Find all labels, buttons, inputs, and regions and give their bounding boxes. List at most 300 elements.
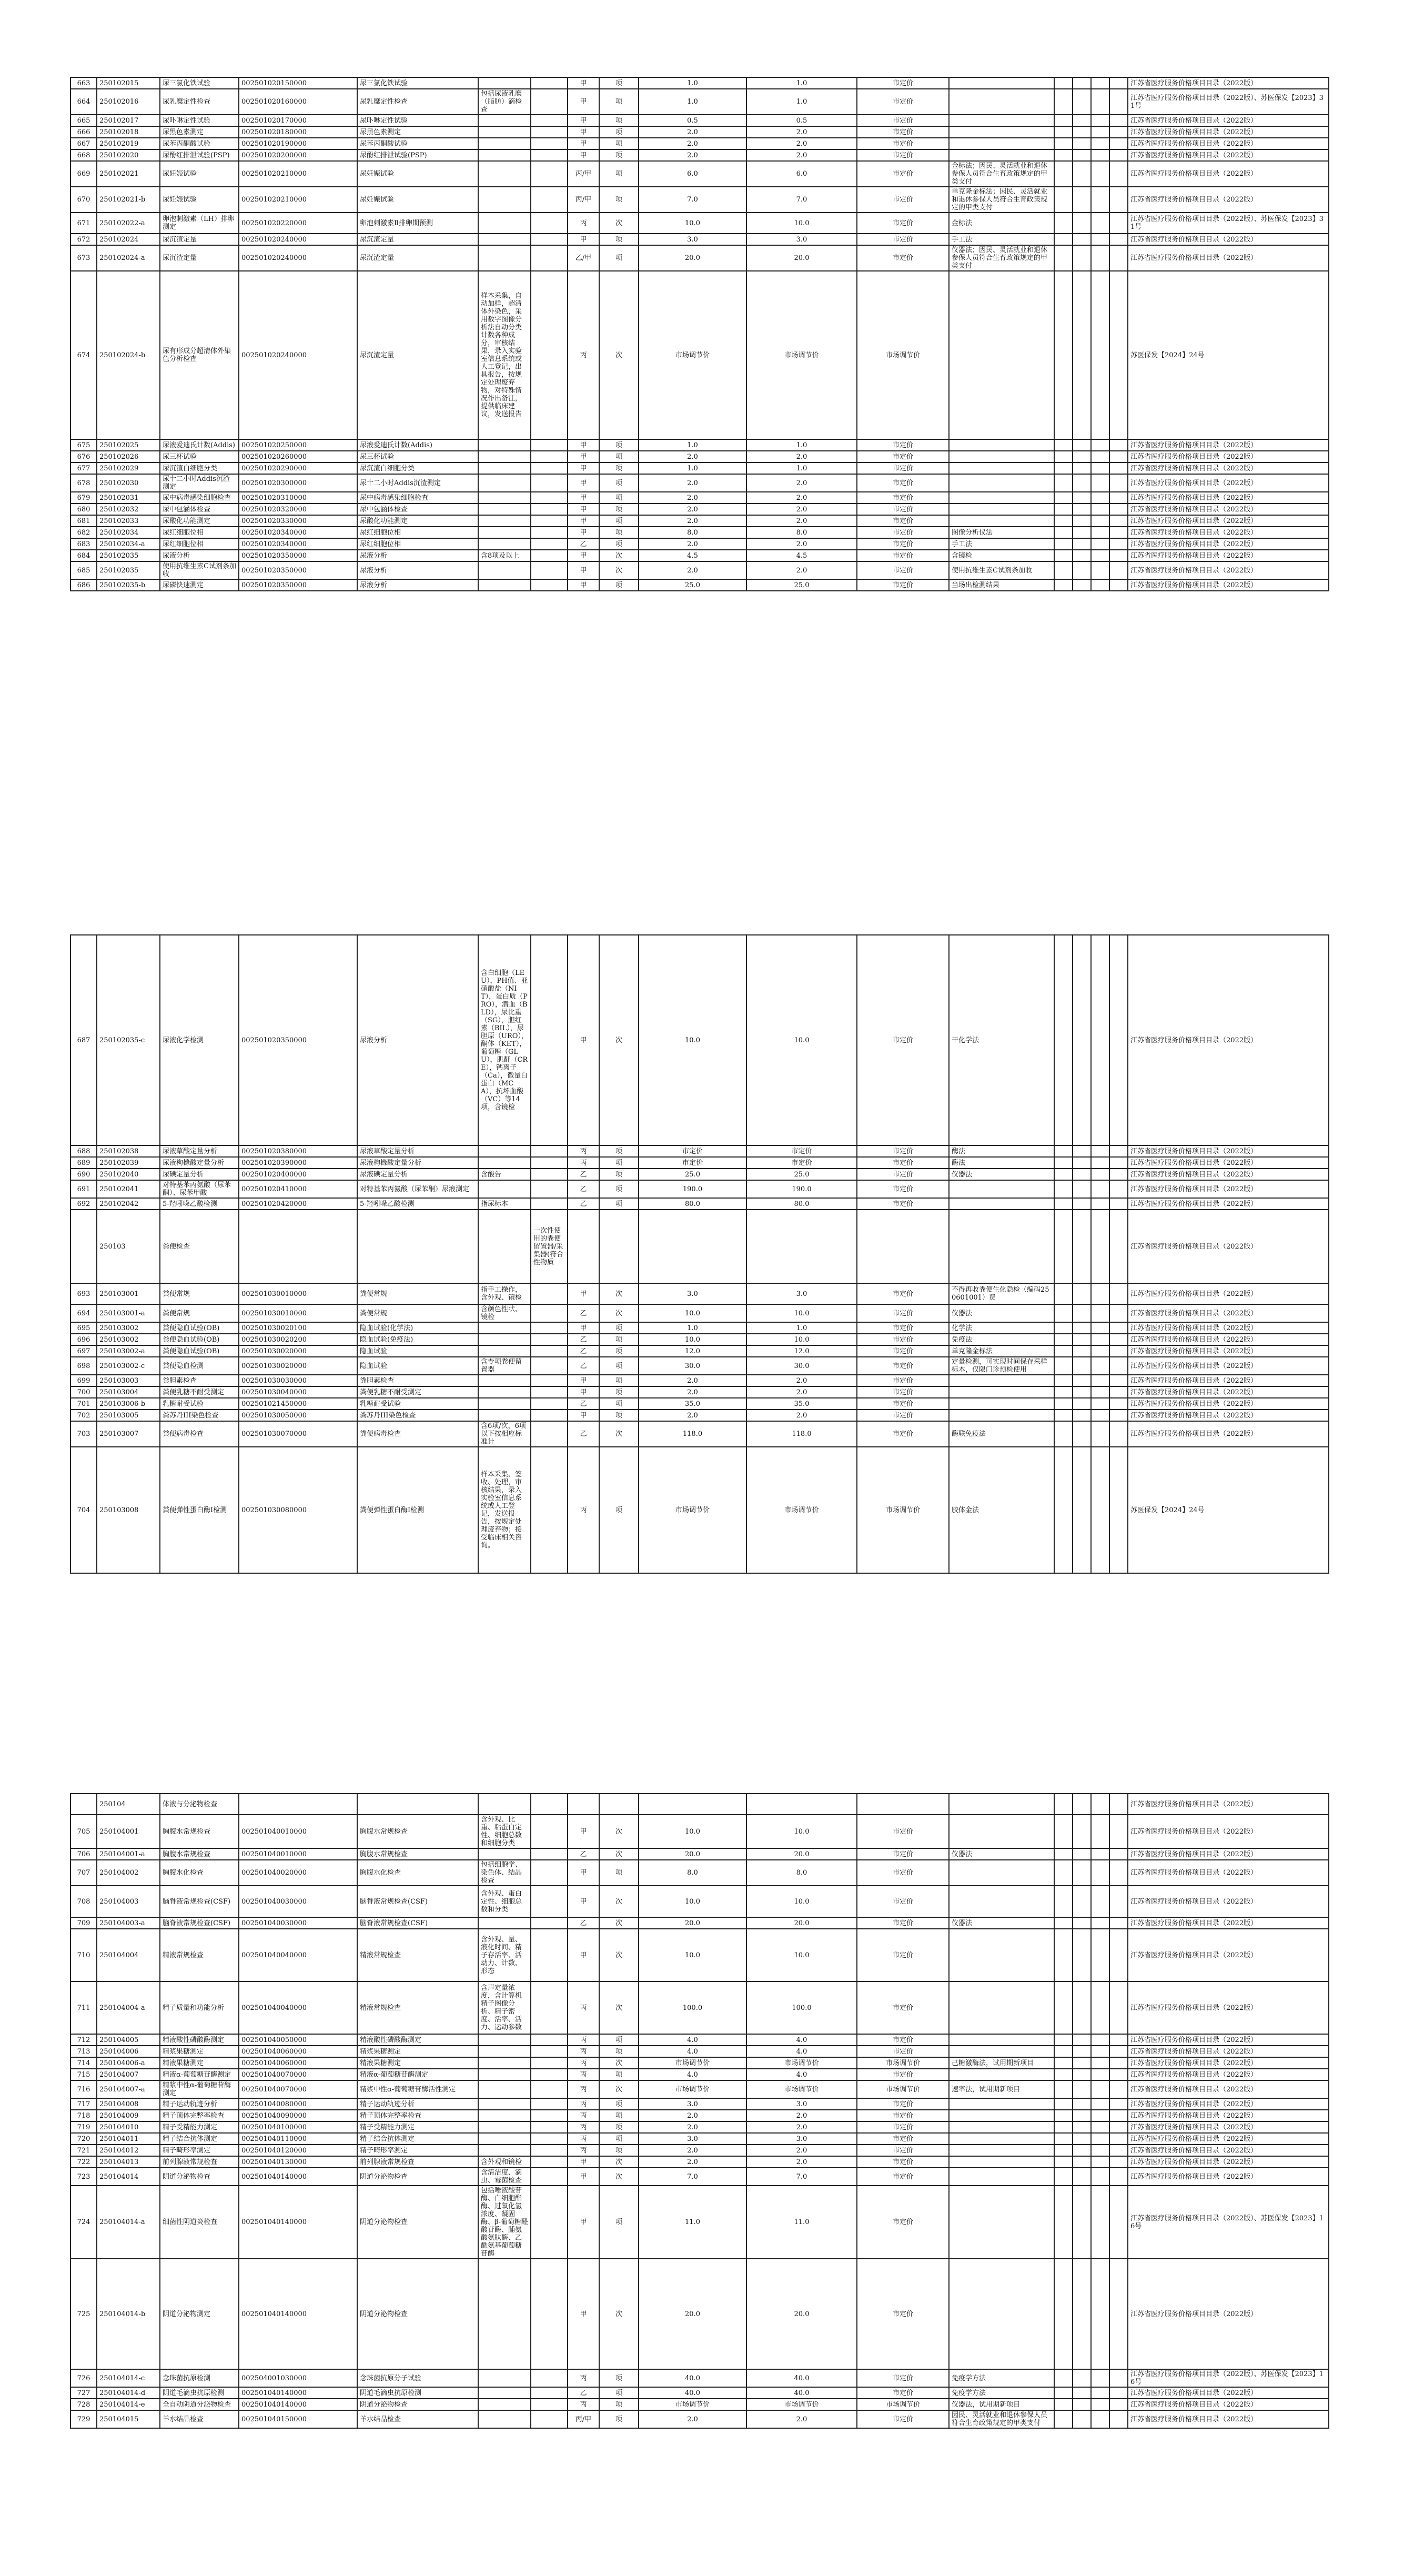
cell-empty	[1091, 474, 1109, 492]
cell-empty	[531, 1180, 568, 1198]
cell-g: 甲	[568, 149, 599, 161]
cell-g: 甲	[568, 1815, 599, 1848]
cell-empty	[1054, 462, 1073, 474]
cell-item: 尿液爱迪氏计数(Addis)	[357, 439, 478, 451]
cell-name: 精浆中性α-葡萄糖苷酶测定	[160, 2080, 239, 2098]
cell-basis: 江苏省医疗服务价格项目目录（2022版）	[1128, 77, 1329, 89]
cell-unit: 项	[599, 1860, 639, 1886]
cell-cfg: 002501020420000	[239, 1198, 357, 1210]
cell-name: 尿红细胞位相	[160, 538, 239, 550]
cell-unit: 次	[599, 2080, 639, 2098]
cell-g: 甲	[568, 89, 599, 115]
cell-no: 674	[70, 271, 97, 439]
cell-mode: 市定价	[857, 1169, 949, 1180]
cell-unit: 次	[599, 550, 639, 561]
cell-empty	[1109, 1198, 1128, 1210]
cell-item: 精子运动轨迹分析	[357, 2098, 478, 2110]
table-row	[70, 2186, 1329, 2259]
cell-code: 250103	[97, 1210, 160, 1283]
table-block-1	[70, 77, 1328, 591]
cell-name: 尿妊娠试验	[160, 187, 239, 213]
table-row	[70, 1447, 1329, 1573]
cell-p1: 30.0	[639, 1357, 746, 1375]
cell-basis: 江苏省医疗服务价格项目目录（2022版）	[1128, 1375, 1329, 1386]
cell-g: 甲	[568, 474, 599, 492]
cell-no: 706	[70, 1848, 97, 1860]
cell-name: 精子受精能力测定	[160, 2121, 239, 2133]
cell-code: 250102033	[97, 515, 160, 527]
cell-p1: 2.0	[639, 474, 746, 492]
cell-basis: 江苏省医疗服务价格项目目录（2022版）	[1128, 538, 1329, 550]
cell-name: 粪便常规	[160, 1304, 239, 1322]
cell-empty	[1109, 561, 1128, 579]
cell-p2: 12.0	[746, 1345, 857, 1357]
cell-empty	[531, 2369, 568, 2387]
cell-basis: 江苏省医疗服务价格项目目录（2022版）	[1128, 126, 1329, 138]
cell-unit: 项	[599, 187, 639, 213]
cell-p2: 30.0	[746, 1357, 857, 1375]
cell-p2: 3.0	[746, 2098, 857, 2110]
cell-note: 仪器法	[949, 1169, 1054, 1180]
cell-empty	[1073, 1157, 1091, 1169]
cell-empty	[1091, 234, 1109, 245]
cell-unit: 次	[599, 2156, 639, 2168]
cell-code: 250104015	[97, 2410, 160, 2428]
cell-unit: 项	[599, 1447, 639, 1573]
cell-unit: 项	[599, 2110, 639, 2121]
cell-cfg: 002501020390000	[239, 1157, 357, 1169]
cell-empty	[1073, 2080, 1091, 2098]
cell-empty	[1091, 451, 1109, 462]
cell-basis: 江苏省医疗服务价格项目目录（2022版）	[1128, 1410, 1329, 1421]
cell-note: 仪器法	[949, 1917, 1054, 1929]
cell-p2: 20.0	[746, 2259, 857, 2369]
cell-mode: 市定价	[857, 504, 949, 515]
cell-empty	[1054, 561, 1073, 579]
cell-no: 715	[70, 2069, 97, 2080]
cell-basis: 江苏省医疗服务价格项目目录（2022版）	[1128, 1283, 1329, 1304]
cell-empty	[1109, 550, 1128, 561]
cell-empty	[1109, 1145, 1128, 1157]
cell-empty	[1054, 77, 1073, 89]
cell-no: 668	[70, 149, 97, 161]
cell-empty	[531, 126, 568, 138]
cell-name: 使用抗维生素C试剂条加收	[160, 561, 239, 579]
cell-p2: 20.0	[746, 245, 857, 271]
cell-content	[478, 2046, 531, 2057]
cell-content	[478, 2034, 531, 2046]
cell-basis: 江苏省医疗服务价格项目目录（2022版）	[1128, 149, 1329, 161]
cell-empty	[1054, 2080, 1073, 2098]
cell-empty	[531, 2110, 568, 2121]
cell-basis: 江苏省医疗服务价格项目目录（2022版）	[1128, 2069, 1329, 2080]
cell-empty	[1109, 2145, 1128, 2156]
cell-name: 尿妊娠试验	[160, 161, 239, 187]
cell-basis: 江苏省医疗服务价格项目目录（2022版）、苏医保发【2023】16号	[1128, 2369, 1329, 2387]
cell-note	[949, 2110, 1054, 2121]
cell-empty	[531, 538, 568, 550]
cell-note	[949, 2145, 1054, 2156]
cell-empty	[1109, 1169, 1128, 1180]
cell-p2: 10.0	[746, 1815, 857, 1848]
cell-empty	[1091, 2168, 1109, 2186]
cell-g: 甲	[568, 462, 599, 474]
cell-basis: 江苏省医疗服务价格项目目录（2022版）	[1128, 1794, 1329, 1815]
cell-no: 665	[70, 115, 97, 126]
cell-p1: 1.0	[639, 462, 746, 474]
cell-name: 尿黑色素测定	[160, 126, 239, 138]
cell-name: 尿乳糜定性检查	[160, 89, 239, 115]
cell-g: 甲	[568, 2259, 599, 2369]
cell-empty	[1054, 1169, 1073, 1180]
cell-mode: 市定价	[857, 2110, 949, 2121]
cell-cfg: 002501020180000	[239, 126, 357, 138]
cell-unit: 项	[599, 1357, 639, 1375]
cell-name: 脑脊液常规检查(CSF)	[160, 1886, 239, 1917]
cell-unit: 项	[599, 579, 639, 591]
cell-code: 250104013	[97, 2156, 160, 2168]
cell-p2: 2.0	[746, 492, 857, 504]
cell-no: 697	[70, 1345, 97, 1357]
cell-name: 尿十二小时Addis沉渣测定	[160, 474, 239, 492]
cell-empty	[1054, 161, 1073, 187]
cell-basis: 江苏省医疗服务价格项目目录（2022版）	[1128, 1334, 1329, 1345]
cell-g: 甲	[568, 1860, 599, 1886]
cell-empty	[1109, 1304, 1128, 1322]
cell-basis: 江苏省医疗服务价格项目目录（2022版）	[1128, 2399, 1329, 2410]
cell-empty	[531, 451, 568, 462]
cell-empty	[1073, 1145, 1091, 1157]
cell-name: 阴道分泌物测定	[160, 2259, 239, 2369]
cell-empty	[1073, 2110, 1091, 2121]
cell-note: 图像分析仪法	[949, 527, 1054, 538]
cell-cfg: 002501020410000	[239, 1180, 357, 1198]
table-row	[70, 2387, 1329, 2399]
cell-unit: 项	[599, 439, 639, 451]
cell-content: 包括唾液酸苷酶、白细胞酯酶、过氧化氢浓度、凝固酶、β-葡萄糖醛酸苷酶、脯氨酸氨肽酶、乙酰氨基葡萄糖苷酶	[478, 2186, 531, 2259]
cell-empty	[1054, 1794, 1073, 1815]
cell-name: 5-羟吲哚乙酸检测	[160, 1198, 239, 1210]
cell-empty	[1091, 1210, 1109, 1283]
cell-p2: 25.0	[746, 1169, 857, 1180]
cell-extra: 一次性使用的粪便留置器/采集器(符合性物质	[531, 1210, 568, 1283]
cell-empty	[1073, 2259, 1091, 2369]
cell-g: 甲	[568, 451, 599, 462]
cell-p1: 10.0	[639, 1815, 746, 1848]
cell-item: 尿液草酸定量分析	[357, 1145, 478, 1157]
cell-empty	[1054, 2133, 1073, 2145]
cell-empty	[531, 77, 568, 89]
table-row	[70, 1283, 1329, 1304]
cell-unit: 次	[599, 1304, 639, 1322]
cell-basis: 江苏省医疗服务价格项目目录（2022版）	[1128, 492, 1329, 504]
cell-basis: 江苏省医疗服务价格项目目录（2022版）	[1128, 515, 1329, 527]
cell-content	[478, 2133, 531, 2145]
cell-p2: 2.0	[746, 2145, 857, 2156]
cell-unit: 项	[599, 234, 639, 245]
cell-g: 甲	[568, 579, 599, 591]
cell-empty	[1091, 187, 1109, 213]
cell-g: 甲	[568, 1322, 599, 1334]
cell-g: 乙	[568, 1917, 599, 1929]
cell-basis: 江苏省医疗服务价格项目目录（2022版）	[1128, 2057, 1329, 2069]
cell-item: 精子受精能力测定	[357, 2121, 478, 2133]
cell-basis: 江苏省医疗服务价格项目目录（2022版）	[1128, 1157, 1329, 1169]
cell-p1: 8.0	[639, 527, 746, 538]
cell-basis: 江苏省医疗服务价格项目目录（2022版）	[1128, 1929, 1329, 1981]
cell-no	[70, 1210, 97, 1283]
cell-g: 乙/甲	[568, 245, 599, 271]
cell-g: 乙	[568, 1334, 599, 1345]
cell-item: 精液常规检查	[357, 1929, 478, 1981]
cell-empty	[1054, 504, 1073, 515]
cell-basis: 江苏省医疗服务价格项目目录（2022版）	[1128, 187, 1329, 213]
cell-empty	[1109, 2168, 1128, 2186]
cell-cfg: 002501040100000	[239, 2121, 357, 2133]
cell-name: 尿苯丙酮酸试验	[160, 138, 239, 149]
cell-empty	[1054, 1198, 1073, 1210]
cell-p2: 2.0	[746, 538, 857, 550]
cell-name: 粪便病毒检查	[160, 1421, 239, 1447]
cell-unit: 次	[599, 1917, 639, 1929]
cell-p1: 1.0	[639, 89, 746, 115]
cell-p2: 25.0	[746, 579, 857, 591]
cell-mode: 市定价	[857, 1322, 949, 1334]
cell-cfg: 002501020240000	[239, 245, 357, 271]
cell-p2: 2.0	[746, 2410, 857, 2428]
cell-p2: 市场调节价	[746, 2399, 857, 2410]
price-table-2	[70, 934, 1329, 1574]
cell-empty	[1073, 1169, 1091, 1180]
cell-empty	[1073, 1886, 1091, 1917]
cell-note	[949, 1210, 1054, 1283]
cell-cfg: 002501040010000	[239, 1815, 357, 1848]
cell-content	[478, 115, 531, 126]
cell-code: 250102017	[97, 115, 160, 126]
cell-content	[478, 1386, 531, 1398]
cell-mode: 市定价	[857, 550, 949, 561]
cell-no: 725	[70, 2259, 97, 2369]
cell-empty	[531, 245, 568, 271]
cell-empty	[1073, 2369, 1091, 2387]
cell-item: 精浆中性α-葡萄糖苷酶活性测定	[357, 2080, 478, 2098]
cell-content	[478, 213, 531, 234]
cell-p2: 7.0	[746, 187, 857, 213]
table-row	[70, 2057, 1329, 2069]
cell-unit: 项	[599, 2098, 639, 2110]
cell-code: 250102038	[97, 1145, 160, 1157]
cell-code: 250102018	[97, 126, 160, 138]
cell-empty	[1054, 115, 1073, 126]
cell-empty	[1109, 1375, 1128, 1386]
cell-cfg: 002504001030000	[239, 2369, 357, 2387]
cell-content	[478, 462, 531, 474]
cell-basis: 江苏省医疗服务价格项目目录（2022版）、苏医保发【2023】31号	[1128, 89, 1329, 115]
cell-empty	[1091, 89, 1109, 115]
cell-empty	[1091, 1375, 1109, 1386]
cell-empty	[531, 492, 568, 504]
cell-cfg: 002501020250000	[239, 439, 357, 451]
cell-unit: 项	[599, 2069, 639, 2080]
cell-code: 250103002	[97, 1334, 160, 1345]
cell-unit: 项	[599, 504, 639, 515]
cell-empty	[1054, 1848, 1073, 1860]
cell-g: 丙	[568, 2080, 599, 2098]
cell-p2: 1.0	[746, 439, 857, 451]
cell-note: 含镜检	[949, 550, 1054, 561]
table-row	[70, 149, 1329, 161]
cell-unit: 项	[599, 2034, 639, 2046]
cell-mode: 市定价	[857, 451, 949, 462]
table-row	[70, 1410, 1329, 1421]
cell-empty	[1109, 935, 1128, 1145]
cell-content: 含酸告	[478, 1169, 531, 1180]
cell-g: 丙	[568, 2034, 599, 2046]
cell-cfg: 002501040140000	[239, 2399, 357, 2410]
cell-content	[478, 2259, 531, 2369]
cell-empty	[531, 1886, 568, 1917]
cell-empty	[531, 2046, 568, 2057]
table-row	[70, 579, 1329, 591]
cell-p2: 10.0	[746, 213, 857, 234]
table-row	[70, 2399, 1329, 2410]
table-row	[70, 2259, 1329, 2369]
cell-g: 乙	[568, 538, 599, 550]
cell-name: 精子质量和功能分析	[160, 1981, 239, 2034]
cell-item: 尿液枸橼酸定量分析	[357, 1157, 478, 1169]
cell-empty	[1091, 77, 1109, 89]
cell-empty	[1073, 1860, 1091, 1886]
cell-p1: 10.0	[639, 935, 746, 1145]
cell-empty	[1109, 126, 1128, 138]
cell-cfg: 002501030020200	[239, 1334, 357, 1345]
cell-name: 对特基苯丙氨酸（尿苯酮）、尿苯甲酸	[160, 1180, 239, 1198]
cell-basis: 江苏省医疗服务价格项目目录（2022版）	[1128, 1917, 1329, 1929]
cell-empty	[1109, 77, 1128, 89]
cell-cfg: 002501040080000	[239, 2098, 357, 2110]
cell-item: 精液果糖测定	[357, 2057, 478, 2069]
cell-p1: 100.0	[639, 1981, 746, 2034]
cell-empty	[1109, 1447, 1128, 1573]
cell-empty	[1054, 439, 1073, 451]
cell-empty	[1054, 1283, 1073, 1304]
cell-p1: 市场调节价	[639, 2057, 746, 2069]
cell-mode: 市定价	[857, 1357, 949, 1375]
cell-p1: 20.0	[639, 2259, 746, 2369]
cell-code: 250103001	[97, 1283, 160, 1304]
table-row	[70, 1357, 1329, 1375]
cell-empty	[1109, 1357, 1128, 1375]
cell-g: 甲	[568, 2168, 599, 2186]
cell-p1	[639, 1210, 746, 1283]
cell-empty	[1109, 451, 1128, 462]
cell-code: 250104008	[97, 2098, 160, 2110]
cell-unit: 项	[599, 2399, 639, 2410]
cell-item	[357, 1794, 478, 1815]
cell-content	[478, 2080, 531, 2098]
cell-content: 包括细胞学、染色体、结晶检查	[478, 1860, 531, 1886]
cell-mode: 市定价	[857, 2121, 949, 2133]
cell-empty	[1054, 2145, 1073, 2156]
cell-content	[478, 1180, 531, 1198]
cell-unit: 项	[599, 149, 639, 161]
cell-no: 714	[70, 2057, 97, 2069]
cell-no: 702	[70, 1410, 97, 1421]
cell-basis: 江苏省医疗服务价格项目目录（2022版）	[1128, 2259, 1329, 2369]
cell-note: 仪器法	[949, 1848, 1054, 1860]
cell-no: 704	[70, 1447, 97, 1573]
cell-unit: 项	[599, 161, 639, 187]
cell-empty	[1054, 2387, 1073, 2399]
cell-code: 250102034	[97, 527, 160, 538]
cell-cfg: 002501020220000	[239, 213, 357, 234]
price-table-1	[70, 77, 1329, 591]
cell-note: 免疫学方法	[949, 2369, 1054, 2387]
cell-name: 精子畸形率测定	[160, 2145, 239, 2156]
cell-unit: 项	[599, 2369, 639, 2387]
cell-p1: 80.0	[639, 1198, 746, 1210]
cell-empty	[531, 2186, 568, 2259]
table-row	[70, 2410, 1329, 2428]
cell-content	[478, 1345, 531, 1357]
cell-g: 乙	[568, 1398, 599, 1410]
cell-p2: 2.0	[746, 2121, 857, 2133]
cell-empty	[1091, 462, 1109, 474]
cell-mode: 市定价	[857, 2387, 949, 2399]
table-row	[70, 2080, 1329, 2098]
cell-item: 羊水结晶检查	[357, 2410, 478, 2428]
cell-note: 酶法	[949, 1145, 1054, 1157]
cell-mode	[857, 1210, 949, 1283]
cell-empty	[1091, 1304, 1109, 1322]
cell-mode: 市定价	[857, 2145, 949, 2156]
cell-p1: 市定价	[639, 1157, 746, 1169]
cell-empty	[1054, 2034, 1073, 2046]
cell-empty	[1054, 271, 1073, 439]
cell-empty	[1091, 2399, 1109, 2410]
cell-empty	[1091, 2186, 1109, 2259]
cell-basis: 江苏省医疗服务价格项目目录（2022版）	[1128, 935, 1329, 1145]
cell-basis: 江苏省医疗服务价格项目目录（2022版）	[1128, 1345, 1329, 1357]
cell-content: 含颜色性状、镜检	[478, 1304, 531, 1322]
cell-empty	[1073, 1815, 1091, 1848]
cell-name: 念珠菌抗原检测	[160, 2369, 239, 2387]
cell-note	[949, 1180, 1054, 1198]
table-row	[70, 1421, 1329, 1447]
cell-mode: 市定价	[857, 2098, 949, 2110]
cell-content: 含外观、蛋白定性、细胞总数和分类	[478, 1886, 531, 1917]
cell-item: 粪便常规	[357, 1304, 478, 1322]
cell-empty	[1091, 271, 1109, 439]
cell-name: 尿磷快速测定	[160, 579, 239, 591]
cell-basis: 江苏省医疗服务价格项目目录（2022版）	[1128, 2110, 1329, 2121]
cell-p1: 10.0	[639, 1334, 746, 1345]
cell-unit: 项	[599, 1157, 639, 1169]
cell-code: 250102039	[97, 1157, 160, 1169]
cell-p2: 1.0	[746, 462, 857, 474]
cell-item: 对特基苯丙氨酸（尿苯酮）尿液测定	[357, 1180, 478, 1198]
cell-code: 250102031	[97, 492, 160, 504]
cell-g: 甲	[568, 504, 599, 515]
cell-cfg: 002501030080000	[239, 1447, 357, 1573]
cell-no: 680	[70, 504, 97, 515]
cell-code: 250102024	[97, 234, 160, 245]
cell-unit: 项	[599, 462, 639, 474]
cell-name: 粪便隐血试验(OB)	[160, 1322, 239, 1334]
cell-p2	[746, 1794, 857, 1815]
cell-name: 前列腺液常规检查	[160, 2156, 239, 2168]
cell-unit: 次	[599, 1886, 639, 1917]
